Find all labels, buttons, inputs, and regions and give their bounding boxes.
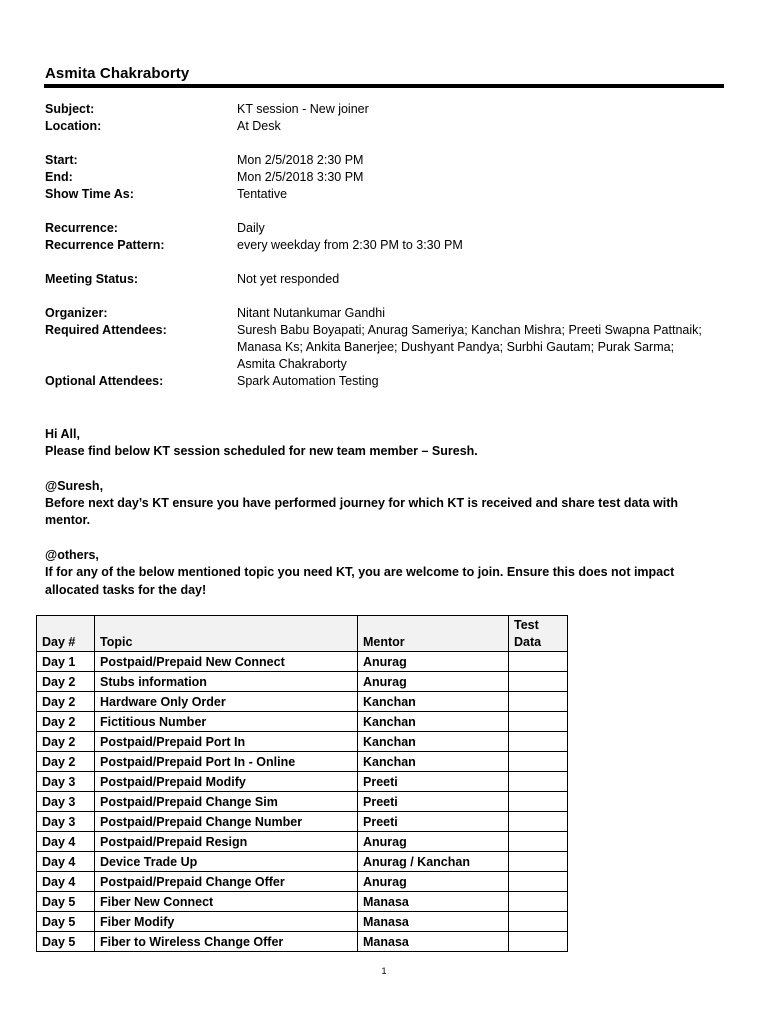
cell-test-data xyxy=(509,712,568,732)
cell-topic: Postpaid/Prepaid New Connect xyxy=(95,652,358,672)
mention-others: @others, xyxy=(45,548,99,563)
cell-test-data xyxy=(509,912,568,932)
table-row xyxy=(37,692,568,712)
message-body xyxy=(45,426,725,634)
cell-test-data xyxy=(509,932,568,952)
header-day: Day # xyxy=(37,616,95,652)
required-attendees-label: Required Attendees: xyxy=(45,323,167,337)
recurrence-row xyxy=(45,220,725,237)
header-rule xyxy=(44,84,724,88)
spacer xyxy=(45,599,725,616)
cell-day: Day 5 xyxy=(37,912,95,932)
cell-mentor: Preeti xyxy=(358,772,509,792)
cell-test-data xyxy=(509,672,568,692)
location-label: Location: xyxy=(45,119,102,133)
cell-mentor: Kanchan xyxy=(358,732,509,752)
header-test-data: Test Data xyxy=(509,616,568,652)
meeting-details xyxy=(45,101,725,390)
cell-test-data xyxy=(509,852,568,872)
cell-test-data xyxy=(509,772,568,792)
cell-day: Day 3 xyxy=(37,772,95,792)
table-row xyxy=(37,912,568,932)
meeting-status-label: Meeting Status: xyxy=(45,272,139,286)
organizer-label: Organizer: xyxy=(45,306,108,320)
plan-table xyxy=(36,615,568,952)
table-row xyxy=(37,932,568,952)
table-header-row xyxy=(37,616,568,652)
mention-suresh: @Suresh, xyxy=(45,478,104,493)
cell-mentor: Anurag xyxy=(358,832,509,852)
cell-day: Day 2 xyxy=(37,732,95,752)
table-row xyxy=(37,672,568,692)
cell-day: Day 5 xyxy=(37,932,95,952)
header-mentor: Mentor xyxy=(358,616,509,652)
cell-day: Day 2 xyxy=(37,712,95,732)
table-row xyxy=(37,892,568,912)
cell-topic: Stubs information xyxy=(95,672,358,692)
start-value: Mon 2/5/2018 2:30 PM xyxy=(237,153,364,167)
cell-day: Day 1 xyxy=(37,652,95,672)
suresh-note: Before next day’s KT ensure you have performed journey for which KT is received and share test data with mentor. xyxy=(45,496,679,528)
subject-row xyxy=(45,101,725,118)
cell-topic: Postpaid/Prepaid Change Offer xyxy=(95,872,358,892)
cell-test-data xyxy=(509,652,568,672)
cell-test-data xyxy=(509,832,568,852)
recurrence-pattern-value: every weekday from 2:30 PM to 3:30 PM xyxy=(237,238,463,252)
location-row xyxy=(45,118,725,135)
cell-mentor: Anurag / Kanchan xyxy=(358,852,509,872)
owner-name: Asmita Chakraborty xyxy=(45,65,190,82)
cell-day: Day 4 xyxy=(37,832,95,852)
table-row xyxy=(37,872,568,892)
intro-paragraph: Please find below KT session scheduled for new team member – Suresh. xyxy=(45,444,478,459)
cell-topic: Postpaid/Prepaid Change Sim xyxy=(95,792,358,812)
cell-mentor: Preeti xyxy=(358,792,509,812)
spacer xyxy=(45,288,725,305)
cell-mentor: Anurag xyxy=(358,872,509,892)
cell-mentor: Manasa xyxy=(358,892,509,912)
cell-topic: Postpaid/Prepaid Change Number xyxy=(95,812,358,832)
recurrence-value: Daily xyxy=(237,221,265,235)
cell-day: Day 5 xyxy=(37,892,95,912)
others-note: If for any of the below mentioned topic you need KT, you are welcome to join. Ensure this does not impact allocated tasks for the day! xyxy=(45,565,675,597)
optional-attendees-row xyxy=(45,373,725,390)
subject-label: Subject: xyxy=(45,102,95,116)
cell-topic: Hardware Only Order xyxy=(95,692,358,712)
header-topic: Topic xyxy=(95,616,358,652)
cell-test-data xyxy=(509,812,568,832)
cell-test-data xyxy=(509,732,568,752)
recurrence-label: Recurrence: xyxy=(45,221,118,235)
cell-day: Day 3 xyxy=(37,792,95,812)
recurrence-pattern-label: Recurrence Pattern: xyxy=(45,238,165,252)
cell-topic: Fiber Modify xyxy=(95,912,358,932)
cell-mentor: Kanchan xyxy=(358,712,509,732)
cell-day: Day 4 xyxy=(37,852,95,872)
organizer-value: Nitant Nutankumar Gandhi xyxy=(237,306,385,320)
start-label: Start: xyxy=(45,153,78,167)
cell-mentor: Kanchan xyxy=(358,692,509,712)
cell-test-data xyxy=(509,872,568,892)
cell-test-data xyxy=(509,792,568,812)
required-attendees-row xyxy=(45,322,725,373)
cell-topic: Postpaid/Prepaid Modify xyxy=(95,772,358,792)
cell-topic: Fiber to Wireless Change Offer xyxy=(95,932,358,952)
table-row xyxy=(37,812,568,832)
recurrence-pattern-row xyxy=(45,237,725,254)
table-row xyxy=(37,792,568,812)
table-row xyxy=(37,732,568,752)
spacer xyxy=(45,203,725,220)
page-number: 1 xyxy=(381,966,387,976)
cell-day: Day 2 xyxy=(37,672,95,692)
table-row xyxy=(37,772,568,792)
table-row xyxy=(37,852,568,872)
spacer xyxy=(45,461,725,478)
meeting-status-row xyxy=(45,271,725,288)
cell-test-data xyxy=(509,692,568,712)
show-time-as-value: Tentative xyxy=(237,187,288,201)
cell-topic: Fictitious Number xyxy=(95,712,358,732)
optional-attendees-value: Spark Automation Testing xyxy=(237,374,379,388)
cell-topic: Postpaid/Prepaid Resign xyxy=(95,832,358,852)
start-row xyxy=(45,152,725,169)
table-row xyxy=(37,652,568,672)
show-time-as-label: Show Time As: xyxy=(45,187,134,201)
cell-mentor: Manasa xyxy=(358,912,509,932)
cell-topic: Postpaid/Prepaid Port In xyxy=(95,732,358,752)
cell-topic: Postpaid/Prepaid Port In - Online xyxy=(95,752,358,772)
location-value: At Desk xyxy=(237,119,281,133)
spacer xyxy=(45,135,725,152)
cell-day: Day 3 xyxy=(37,812,95,832)
table-row xyxy=(37,832,568,852)
cell-mentor: Anurag xyxy=(358,672,509,692)
cell-mentor: Kanchan xyxy=(358,752,509,772)
spacer xyxy=(45,530,725,547)
cell-topic: Device Trade Up xyxy=(95,852,358,872)
subject-value: KT session - New joiner xyxy=(237,102,369,116)
show-time-as-row xyxy=(45,186,725,203)
end-label: End: xyxy=(45,170,73,184)
cell-test-data xyxy=(509,892,568,912)
spacer xyxy=(45,254,725,271)
cell-mentor: Preeti xyxy=(358,812,509,832)
cell-test-data xyxy=(509,752,568,772)
cell-day: Day 2 xyxy=(37,692,95,712)
cell-mentor: Manasa xyxy=(358,932,509,952)
end-value: Mon 2/5/2018 3:30 PM xyxy=(237,170,364,184)
greeting: Hi All, xyxy=(45,427,80,441)
meeting-status-value: Not yet responded xyxy=(237,272,340,286)
required-attendees-value: Suresh Babu Boyapati; Anurag Sameriya; Kanchan Mishra; Preeti Swapna Pattnaik; Manasa Ks; Ankita Banerjee; Dushyant Pandya; Surbhi Gautam; Purak Sarma; Asmita Chakraborty xyxy=(237,323,702,371)
end-row xyxy=(45,169,725,186)
cell-mentor: Anurag xyxy=(358,652,509,672)
optional-attendees-label: Optional Attendees: xyxy=(45,374,164,388)
table-row xyxy=(37,752,568,772)
organizer-row xyxy=(45,305,725,322)
cell-topic: Fiber New Connect xyxy=(95,892,358,912)
cell-day: Day 4 xyxy=(37,872,95,892)
cell-day: Day 2 xyxy=(37,752,95,772)
table-row xyxy=(37,712,568,732)
plan-table-body xyxy=(37,652,568,952)
